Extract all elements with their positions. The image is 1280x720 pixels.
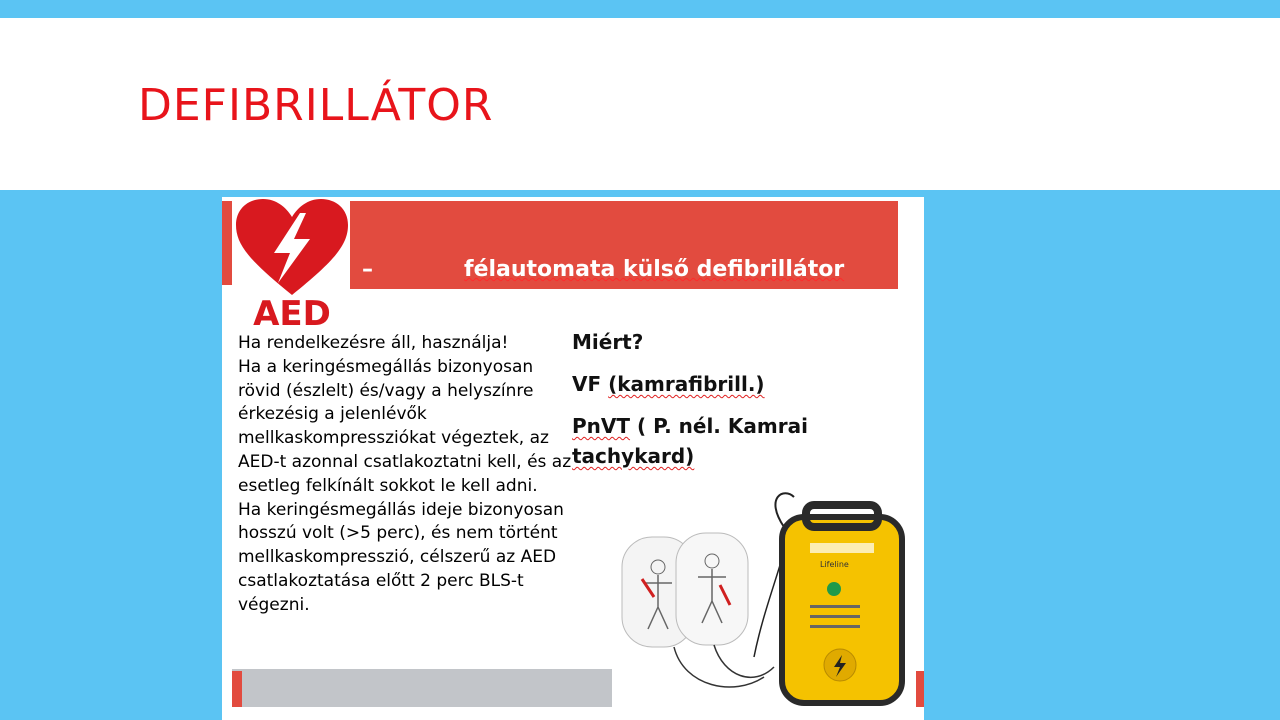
pnvt-abbr: PnVT — [572, 414, 631, 438]
vf-abbr: VF — [572, 372, 602, 396]
aed-instructions — [238, 332, 578, 618]
red-footer-block — [232, 671, 242, 707]
banner-heading — [464, 257, 844, 282]
aed-logo-label: AED — [253, 294, 331, 331]
banner-heading-text: félautomata külső defibrillátor — [464, 257, 845, 282]
vf-detail: (kamrafibrill.) — [608, 372, 765, 396]
electrode-pads-icon — [622, 533, 774, 687]
instruction-paragraph-2: Ha keringésmegállás ideje bizonyosan hosszú volt (>5 perc), és nem történt mellkaskompresszió, célszerű az AED csatlakoztatása előtt 2 perc BLS-t végezni. — [238, 499, 564, 615]
instruction-paragraph-1: Ha a keringésmegállás bizonyosan rövid (észlelt) és/vagy a helyszínre érkezésig a jelenlévők mellkaskompressziókat végeztek, az AED-t azonnal csatlakoztatni kell, és az esetleg felkínált sokkot le kell adni. — [238, 356, 572, 496]
pnvt-detail: ( P. nél. Kamrai — [637, 414, 808, 438]
device-brand-label: Lifeline — [820, 560, 849, 569]
instruction-line-1: Ha rendelkezésre áll, használja! — [238, 333, 509, 353]
indication-pnvt-line2 — [572, 441, 872, 471]
indications — [572, 327, 872, 471]
aed-unit-icon — [782, 505, 902, 703]
defibrillator-device-icon — [614, 487, 914, 707]
banner-dash: – — [362, 257, 373, 282]
indication-vf — [572, 369, 872, 399]
indication-pnvt — [572, 411, 872, 441]
aed-heart-icon — [230, 197, 354, 331]
gray-footer-bar — [232, 669, 612, 707]
why-heading: Miért? — [572, 330, 644, 354]
content-panel — [222, 197, 924, 720]
pnvt-detail-2: tachykard) — [572, 444, 695, 468]
slide-title: DEFIBRILLÁTOR — [138, 80, 494, 131]
right-red-block — [916, 671, 924, 707]
